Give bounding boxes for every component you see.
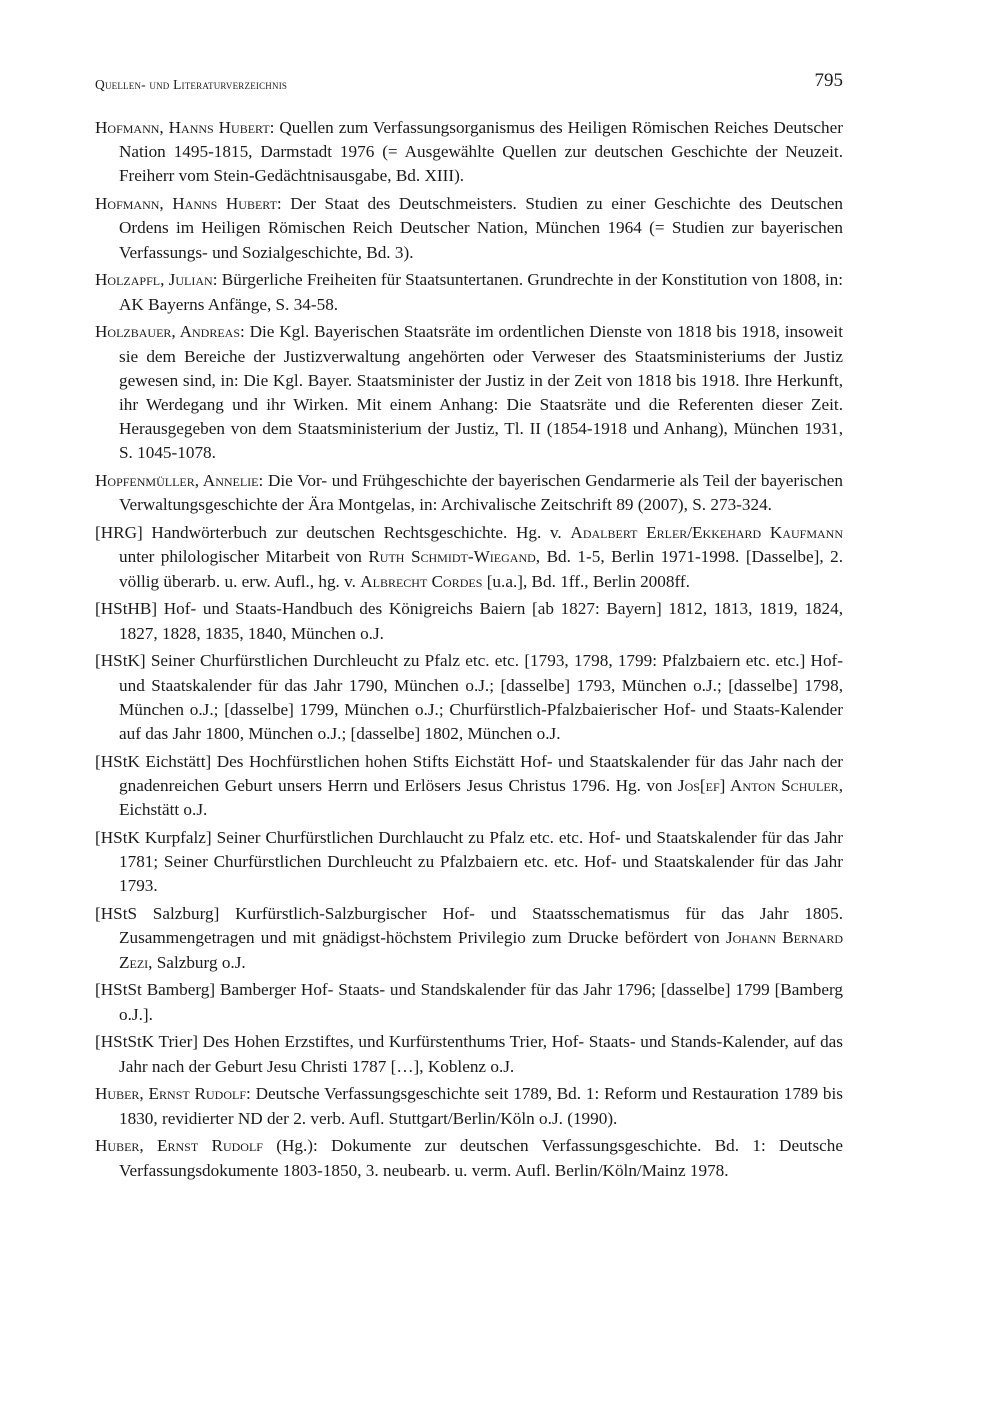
entry-editor-name: Jos[ef] Anton Schuler (677, 776, 839, 796)
bibliography-entry (95, 521, 843, 594)
entry-author: Holzbauer, Andreas (95, 322, 240, 342)
entry-text: , Salzburg o.J. (148, 952, 246, 972)
entry-text: [HStSt Bamberg] Bamberger Hof- Staats- und Standskalender für das Jahr 1796; [dasselbe] 1799 [Bamberg o.J.]. (95, 980, 843, 1024)
entry-text: [HStHB] Hof- und Staats-Handbuch des Königreichs Baiern [ab 1827: Bayern] 1812, 1813, 1819, 1824, 1827, 1828, 1835, 1840, München o.J. (95, 599, 843, 643)
entry-text: , Bd. 1-5, Berlin 1971-1998. [Dasselbe], 2. völlig überarb. u. erw. Aufl., hg. v. (119, 547, 843, 591)
bibliography-entry (95, 902, 843, 975)
bibliography-entry (95, 116, 843, 189)
entry-author: Huber, Ernst Rudolf (95, 1084, 247, 1104)
entry-text: : Der Staat des Deutschmeisters. Studien zu einer Geschichte des Deutschen Ordens im Heiligen Römischen Reich Deutscher Nation, München 1964 (= Studien zur bayerischen Verfassungs- und Sozialgeschichte, Bd. 3). (119, 194, 843, 262)
bibliography-list (95, 116, 843, 1186)
bibliography-entry (95, 1082, 843, 1130)
entry-text: [HRG] Handwörterbuch zur deutschen Rechtsgeschichte. Hg. v. (95, 523, 571, 543)
entry-text: [HStK Kurpfalz] Seiner Churfürstlichen Durchlaucht zu Pfalz etc. etc. Hof- und Staatskalender für das Jahr 1781; Seiner Churfürstlichen Durchleucht zu Pfalzbaiern etc. etc. Hof- und Staatskalender für das Jahr 1793. (95, 828, 843, 896)
entry-text: [HStK Eichstätt] Des Hochfürstlichen hohen Stifts Eichstätt Hof- und Staatskalender für das Jahr nach der gnadenreichen Geburt unsers Herrn und Erlösers Jesus Christus 1796. Hg. von (95, 751, 843, 796)
entry-author: Huber, Ernst Rudolf (95, 1136, 263, 1156)
bibliography-entry (95, 1030, 843, 1078)
entry-text: [HStStK Trier] Des Hohen Erzstiftes, und Kurfürstenthums Trier, Hof- Staats- und Stands-Kalender, auf das Jahr nach der Geburt Jesu Christi 1787 […], Koblenz o.J. (95, 1032, 843, 1076)
bibliography-entry (95, 469, 843, 517)
running-title: Quellen- und Literaturverzeichnis (95, 77, 288, 92)
entry-author: Hofmann, Hanns Hubert (95, 194, 277, 214)
page-number: 795 (814, 70, 843, 91)
entry-editor-name: Albrecht Cordes (360, 571, 483, 591)
running-header (95, 70, 843, 98)
entry-author: Holzapfl, Julian (95, 270, 213, 290)
bibliography-entry (95, 268, 843, 316)
entry-editor-name: Adalbert Erler/Ekkehard Kaufmann (570, 523, 843, 543)
entry-text: , Eichstätt o.J. (119, 776, 843, 820)
entry-text: : Bürgerliche Freiheiten für Staatsuntertanen. Grundrechte in der Konstitution von 1808, in: AK Bayerns Anfänge, S. 34-58. (119, 270, 843, 314)
entry-text: [u.a.], Bd. 1ff., Berlin 2008ff. (482, 571, 690, 591)
entry-text: unter philologischer Mitarbeit von (119, 547, 369, 567)
entry-editor-name: Johann Bernard Zezi (119, 928, 843, 972)
entry-author: Hofmann, Hanns Hubert (95, 118, 270, 137)
entry-text: : Die Kgl. Bayerischen Staatsräte im ordentlichen Dienste von 1818 bis 1918, insoweit sie dem Bereiche der Justizverwaltung angehörten oder Verweser des Staatsministeriums der Justiz gewesen sind, in: Die Kgl. Bayer. Staatsminister der Justiz in der Zeit von 1818 bis 1918. Ihre Herkunft, ihr Werdegang und ihr Wirken. Mit einem Anhang: Die Staatsräte und die Referenten dieser Zeit. Herausgegeben von dem Staatsministerium der Justiz, Tl. II (1854-1918 und Anhang), München 1931, S. 1045-1078. (119, 322, 843, 463)
entry-text: : Deutsche Verfassungsgeschichte seit 1789, Bd. 1: Reform und Restauration 1789 bis 1830, revidierter ND der 2. verb. Aufl. Stuttgart/Berlin/Köln o.J. (1990). (119, 1084, 843, 1128)
bibliography-entry (95, 192, 843, 265)
bibliography-entry (95, 826, 843, 899)
bibliography-entry (95, 597, 843, 645)
bibliography-entry (95, 320, 843, 465)
bibliography-entry (95, 1134, 843, 1182)
entry-author: Hopfenmüller, Annelie (95, 471, 259, 491)
bibliography-entry (95, 750, 843, 823)
bibliography-entry (95, 649, 843, 746)
bibliography-entry (95, 978, 843, 1026)
entry-text: : Die Vor- und Frühgeschichte der bayerischen Gendarmerie als Teil der bayerischen Verwaltungsgeschichte der Ära Montgelas, in: Archivalische Zeitschrift 89 (2007), S. 273-324. (119, 471, 843, 515)
entry-text: [HStK] Seiner Churfürstlichen Durchleucht zu Pfalz etc. etc. [1793, 1798, 1799: Pfalzbaiern etc. etc.] Hof- und Staatskalender für das Jahr 1790, München o.J.; [dasselbe] 1793, München o.J.; [dasselbe] 1798, München o.J.; [dasselbe] 1799, München o.J.; Churfürstlich-Pfalzbaierischer Hof- und Staats-Kalender auf das Jahr 1800, München o.J.; [dasselbe] 1802, München o.J. (95, 651, 843, 744)
entry-editor-name: Ruth Schmidt-Wiegand (368, 547, 536, 567)
entry-text: [HStS Salzburg] Kurfürstlich-Salzburgischer Hof- und Staatsschematismus für das Jahr 1805. Zusammengetragen und mit gnädigst-höchstem Privilegio zum Drucke befördert von (95, 904, 843, 948)
entry-text: : Quellen zum Verfassungsorganismus des Heiligen Römischen Reiches Deutscher Nation 1495-1815, Darmstadt 1976 (= Ausgewählte Quellen zur deutschen Geschichte der Neuzeit. Freiherr vom Stein-Gedächtnisausgabe, Bd. XIII). (119, 118, 843, 186)
entry-text: (Hg.): Dokumente zur deutschen Verfassungsgeschichte. Bd. 1: Deutsche Verfassungsdokumente 1803-1850, 3. neubearb. u. verm. Aufl. Berlin/Köln/Mainz 1978. (119, 1136, 843, 1180)
